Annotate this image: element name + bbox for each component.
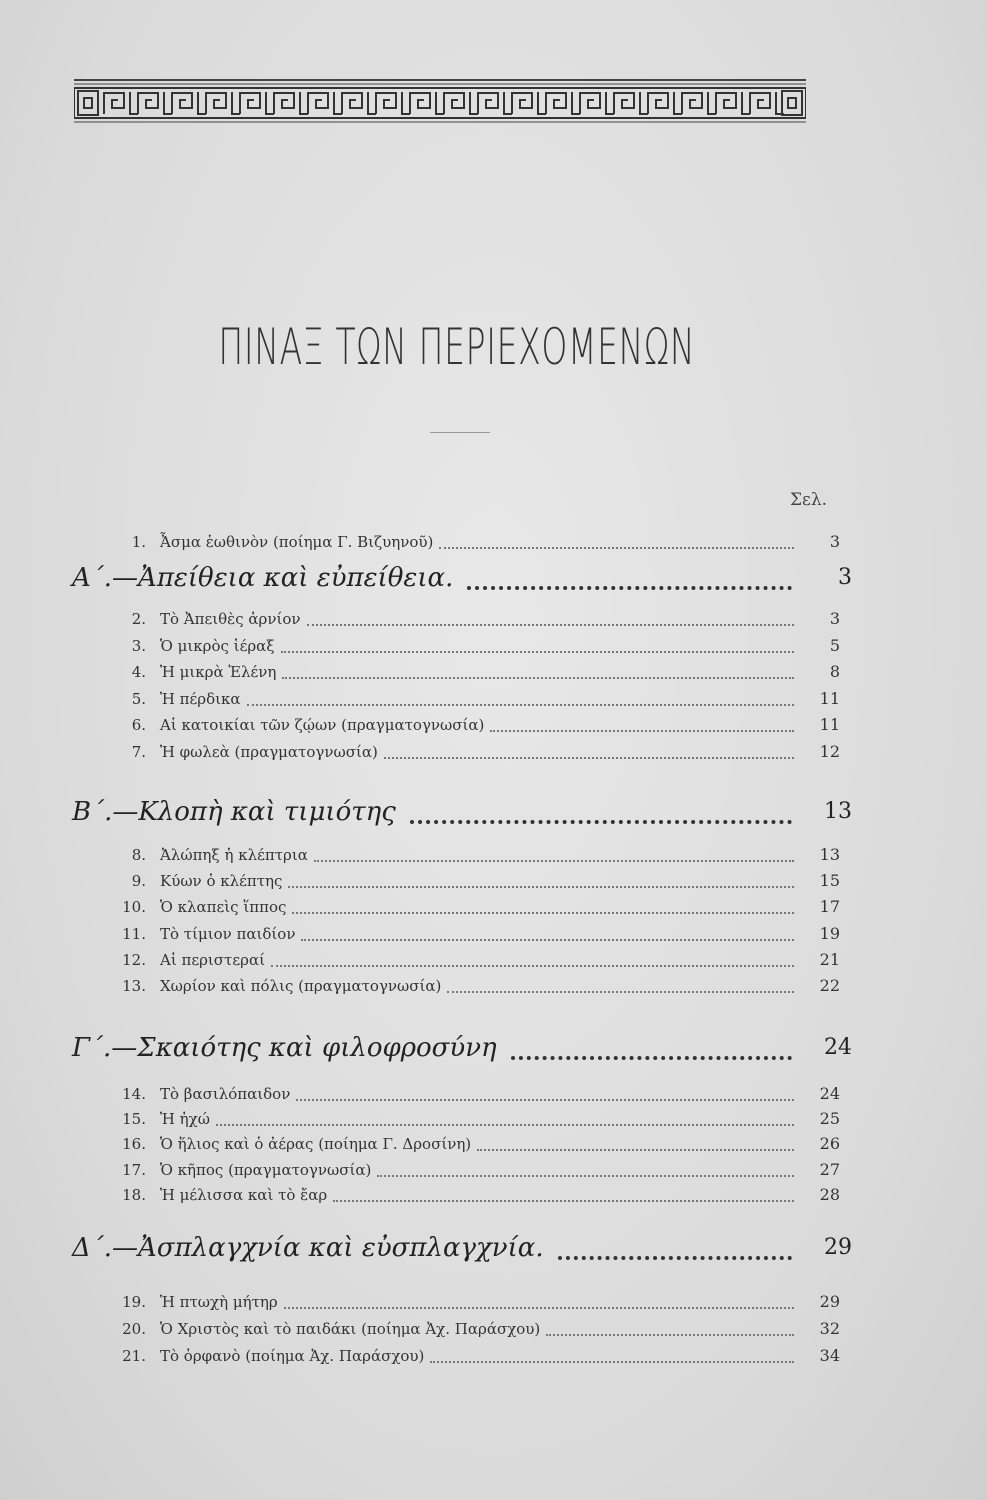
entry-number: 18.	[122, 1186, 146, 1204]
dot-leader	[288, 862, 794, 888]
entry-number: 16.	[122, 1135, 146, 1153]
entry-title: Αἱ κατοικίαι τῶν ζῴων (πραγματογνωσία)	[160, 716, 485, 734]
entry-page-number: 19	[819, 924, 840, 943]
entry-title: Ἀλώπηξ ἡ κλέπτρια	[160, 846, 308, 864]
entry-title: Αἱ περιστεραί	[160, 951, 265, 969]
entry-title: Τὸ βασιλόπαιδον	[160, 1085, 291, 1103]
title-divider	[430, 432, 490, 433]
section-heading: Β΄.—Κλοπὴ καὶ τιμιότης	[72, 797, 396, 827]
entry-title: Ὁ Χριστὸς καὶ τὸ παιδάκι (ποίημα Ἀχ. Παράσχου)	[160, 1320, 541, 1338]
dot-leader	[430, 1337, 794, 1363]
entry-number: 2.	[131, 610, 146, 628]
entry-page-number: 15	[819, 871, 840, 890]
entry-title: Τὸ Ἀπειθὲς ἀρνίον	[160, 610, 301, 628]
entry-page-number: 21	[819, 950, 840, 969]
entry-title: Χωρίον καὶ πόλις (πραγματογνωσία)	[160, 977, 442, 995]
dot-leader	[281, 627, 794, 653]
entry-number: 9.	[131, 872, 146, 890]
entry-page-number: 12	[819, 742, 840, 761]
dot-leader	[314, 836, 794, 862]
dot-leader	[377, 1151, 794, 1177]
dot-leader	[447, 967, 794, 993]
entry-title: Ἡ πέρδικα	[160, 690, 241, 708]
toc-entry	[110, 1183, 850, 1207]
dot-leader	[271, 941, 794, 967]
entry-page-number: 34	[819, 1346, 840, 1365]
dot-leader	[467, 550, 792, 590]
entry-page-number: 29	[819, 1292, 840, 1311]
entry-page-number: 17	[819, 897, 840, 916]
entry-title: Τὸ τίμιον παιδίον	[160, 925, 296, 943]
page-column-heading: Σελ.	[790, 490, 828, 510]
entry-number: 7.	[131, 743, 146, 761]
entry-title: Ἡ μέλισσα καὶ τὸ ἔαρ	[160, 1186, 328, 1204]
entry-title: Κύων ὁ κλέπτης	[160, 872, 283, 890]
entry-page-number: 25	[819, 1109, 840, 1128]
section-page-number: 24	[824, 1035, 852, 1060]
dot-leader	[292, 888, 794, 914]
entry-page-number: 32	[819, 1319, 840, 1338]
entry-page-number: 27	[819, 1160, 840, 1179]
entry-number: 13.	[122, 977, 146, 995]
dot-leader	[558, 1220, 792, 1260]
entry-page-number: 3	[829, 532, 840, 551]
entry-page-number: 22	[819, 976, 840, 995]
entry-title: Ὁ ἥλιος καὶ ὁ ἀέρας (ποίημα Γ. Δροσίνη)	[160, 1135, 472, 1153]
dot-leader	[410, 784, 792, 824]
entry-title: Ἡ ἠχώ	[160, 1110, 210, 1128]
dot-leader	[284, 1283, 794, 1309]
entry-page-number: 11	[819, 689, 840, 708]
entry-page-number: 8	[829, 662, 840, 681]
dot-leader	[490, 706, 794, 732]
dot-leader	[247, 680, 794, 706]
entry-number: 8.	[131, 846, 146, 864]
entry-title: Ἡ πτωχὴ μήτηρ	[160, 1293, 278, 1311]
entry-number: 3.	[131, 637, 146, 655]
entry-title: Ὁ κλαπεὶς ἵππος	[160, 898, 287, 916]
greek-key-border	[74, 78, 806, 128]
entry-title: Ἆσμα ἑωθινὸν (ποίημα Γ. Βιζυηνοῦ)	[160, 533, 434, 551]
entry-number: 11.	[122, 925, 146, 943]
entry-number: 15.	[122, 1110, 146, 1128]
section-page-number: 3	[838, 565, 852, 590]
dot-leader	[439, 523, 794, 549]
entry-title: Ἡ φωλεὰ (πραγματογνωσία)	[160, 743, 378, 761]
entry-title: Ὁ κῆπος (πραγματογνωσία)	[160, 1161, 372, 1179]
dot-leader	[296, 1075, 794, 1101]
entry-title: Τὸ ὀρφανὸ (ποίημα Ἀχ. Παράσχου)	[160, 1347, 425, 1365]
dot-leader	[307, 600, 795, 626]
entry-number: 10.	[122, 898, 146, 916]
entry-number: 12.	[122, 951, 146, 969]
page-title: ΠΙΝΑΞ ΤΩΝ ΠΕΡΙΕΧΟΜΕΝΩΝ	[218, 318, 696, 376]
section-page-number: 29	[824, 1235, 852, 1260]
entry-number: 20.	[122, 1320, 146, 1338]
section-page-number: 13	[824, 799, 852, 824]
entry-number: 6.	[131, 716, 146, 734]
toc-entry	[110, 1344, 850, 1368]
dot-leader	[216, 1100, 794, 1126]
entry-number: 19.	[122, 1293, 146, 1311]
dot-leader	[546, 1310, 794, 1336]
entry-page-number: 28	[819, 1185, 840, 1204]
section-heading: Γ΄.—Σκαιότης καὶ φιλοφροσύνη	[72, 1033, 497, 1063]
dot-leader	[333, 1176, 794, 1202]
entry-page-number: 26	[819, 1134, 840, 1153]
dot-leader	[477, 1125, 794, 1151]
entry-page-number: 11	[819, 715, 840, 734]
entry-page-number: 24	[819, 1084, 840, 1103]
toc-entry	[110, 740, 850, 764]
entry-number: 5.	[131, 690, 146, 708]
entry-number: 14.	[122, 1085, 146, 1103]
toc-section	[72, 1230, 862, 1266]
toc-section	[72, 1030, 862, 1066]
entry-page-number: 13	[819, 845, 840, 864]
toc-section	[72, 794, 862, 830]
toc-entry	[110, 974, 850, 998]
dot-leader	[384, 733, 794, 759]
entry-page-number: 5	[829, 636, 840, 655]
entry-number: 21.	[122, 1347, 146, 1365]
toc-section	[72, 560, 862, 596]
entry-number: 4.	[131, 663, 146, 681]
entry-title: Ὁ μικρὸς ἱέραξ	[160, 637, 275, 655]
section-heading: Α΄.—Ἀπείθεια καὶ εὐπείθεια.	[72, 563, 454, 593]
entry-title: Ἡ μικρὰ Ἑλένη	[160, 663, 277, 681]
dot-leader	[282, 653, 794, 679]
dot-leader	[511, 1020, 792, 1060]
entry-number: 1.	[131, 533, 146, 551]
entry-number: 17.	[122, 1161, 146, 1179]
section-heading: Δ΄.—Ἀσπλαγχνία καὶ εὐσπλαγχνία.	[72, 1233, 544, 1263]
dot-leader	[301, 915, 794, 941]
entry-page-number: 3	[829, 609, 840, 628]
